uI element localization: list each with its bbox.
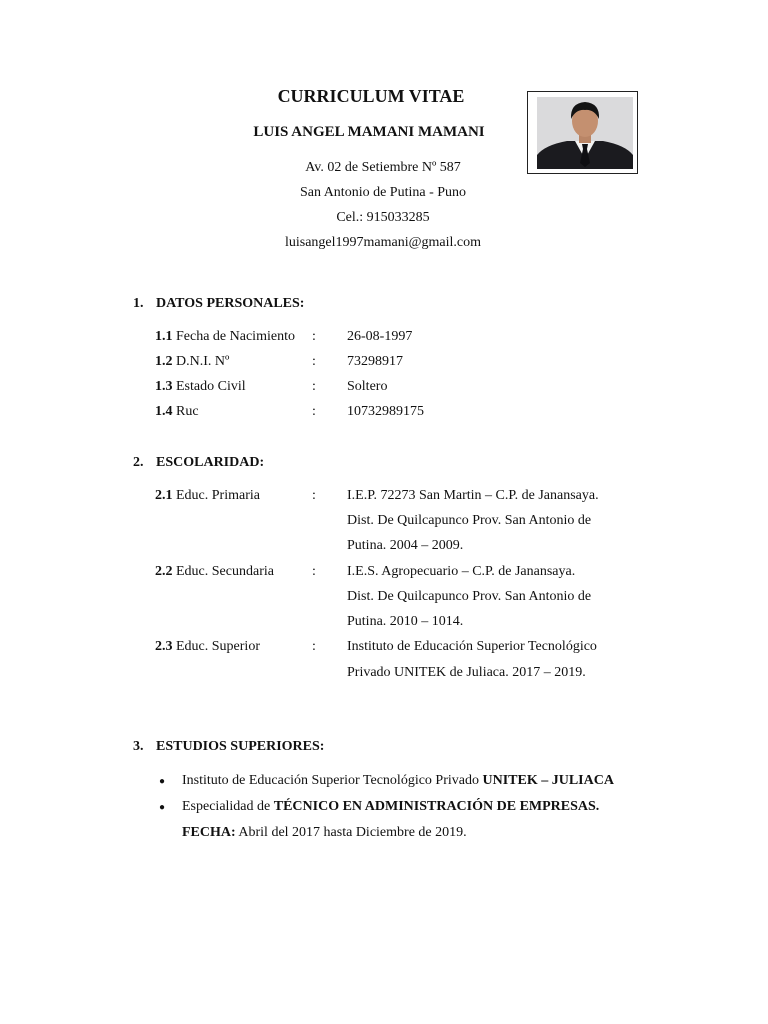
address: Av. 02 de Setiembre Nº 587 bbox=[305, 160, 461, 175]
colon: : bbox=[312, 564, 316, 579]
city: San Antonio de Putina - Puno bbox=[299, 185, 467, 200]
school-row-continuation bbox=[0, 589, 768, 609]
bullet-text: Instituto de Educación Superior Tecnológico Privado bbox=[182, 773, 483, 788]
bullet-bold-text: UNITEK – JULIACA bbox=[482, 773, 614, 788]
row-number: 1.2 bbox=[155, 354, 173, 369]
section-datos-personales bbox=[133, 296, 433, 316]
colon: : bbox=[312, 639, 316, 654]
section-title: DATOS PERSONALES: bbox=[156, 296, 305, 311]
personal-row bbox=[0, 354, 768, 374]
row-label: Estado Civil bbox=[176, 379, 246, 394]
colon: : bbox=[312, 354, 316, 369]
row-label: Educ. Primaria bbox=[176, 488, 260, 503]
row-value-line: Instituto de Educación Superior Tecnológico bbox=[347, 639, 597, 654]
colon: : bbox=[312, 404, 316, 419]
bullet-item bbox=[0, 799, 768, 819]
date-text: Abril del 2017 hasta Diciembre de 2019. bbox=[235, 825, 467, 840]
row-value-line: I.E.S. Agropecuario – C.P. de Janansaya. bbox=[347, 564, 576, 579]
row-number: 2.3 bbox=[155, 639, 173, 654]
row-number: 2.2 bbox=[155, 564, 173, 579]
section-title: ESTUDIOS SUPERIORES: bbox=[156, 739, 325, 754]
row-value-line: I.E.P. 72273 San Martin – C.P. de Janansaya. bbox=[347, 488, 599, 503]
colon: : bbox=[312, 379, 316, 394]
school-row-continuation bbox=[0, 665, 768, 685]
date-label: FECHA: bbox=[182, 825, 236, 840]
row-label: Fecha de Nacimiento bbox=[176, 329, 295, 344]
row-value-line: Privado UNITEK de Juliaca. 2017 – 2019. bbox=[347, 665, 586, 680]
row-value-line: Putina. 2004 – 2009. bbox=[347, 538, 464, 553]
row-value: Soltero bbox=[347, 379, 388, 394]
bullet-text: Especialidad de bbox=[182, 799, 274, 814]
person-silhouette-icon bbox=[537, 97, 633, 169]
section-number: 2. bbox=[133, 455, 144, 470]
section-estudios-superiores bbox=[133, 739, 433, 759]
row-number: 1.1 bbox=[155, 329, 173, 344]
colon: : bbox=[312, 329, 316, 344]
row-label: Educ. Secundaria bbox=[176, 564, 274, 579]
school-row-continuation bbox=[0, 614, 768, 634]
section-escolaridad bbox=[133, 455, 433, 475]
bullet-icon: ● bbox=[159, 802, 166, 813]
school-row bbox=[0, 639, 768, 659]
bullet-item bbox=[0, 773, 768, 793]
cv-title: CURRICULUM VITAE bbox=[277, 86, 465, 106]
phone: Cel.: 915033285 bbox=[336, 210, 430, 225]
section-title: ESCOLARIDAD: bbox=[156, 455, 265, 470]
row-value-line: Putina. 2010 – 1014. bbox=[347, 614, 464, 629]
row-value: 10732989175 bbox=[347, 404, 424, 419]
row-number: 1.4 bbox=[155, 404, 173, 419]
section-number: 3. bbox=[133, 739, 144, 754]
profile-photo bbox=[537, 97, 633, 169]
date-line bbox=[0, 825, 768, 845]
school-row-continuation bbox=[0, 538, 768, 558]
school-row-continuation bbox=[0, 513, 768, 533]
school-row bbox=[0, 488, 768, 508]
applicant-name: LUIS ANGEL MAMANI MAMANI bbox=[253, 124, 485, 140]
email: luisangel1997mamani@gmail.com bbox=[284, 235, 482, 250]
bullet-bold-text: TÉCNICO EN ADMINISTRACIÓN DE EMPRESAS. bbox=[273, 799, 600, 814]
profile-photo-frame bbox=[527, 91, 638, 174]
personal-row bbox=[0, 404, 768, 424]
row-value-line: Dist. De Quilcapunco Prov. San Antonio de bbox=[347, 513, 592, 528]
row-value: 73298917 bbox=[347, 354, 403, 369]
personal-row bbox=[0, 379, 768, 399]
row-label: D.N.I. Nº bbox=[176, 354, 230, 369]
colon: : bbox=[312, 488, 316, 503]
row-value-line: Dist. De Quilcapunco Prov. San Antonio de bbox=[347, 589, 592, 604]
school-row bbox=[0, 564, 768, 584]
row-number: 1.3 bbox=[155, 379, 173, 394]
personal-row bbox=[0, 329, 768, 349]
row-label: Educ. Superior bbox=[176, 639, 260, 654]
section-number: 1. bbox=[133, 296, 144, 311]
bullet-icon: ● bbox=[159, 776, 166, 787]
row-label: Ruc bbox=[176, 404, 199, 419]
row-value: 26-08-1997 bbox=[347, 329, 413, 344]
row-number: 2.1 bbox=[155, 488, 173, 503]
